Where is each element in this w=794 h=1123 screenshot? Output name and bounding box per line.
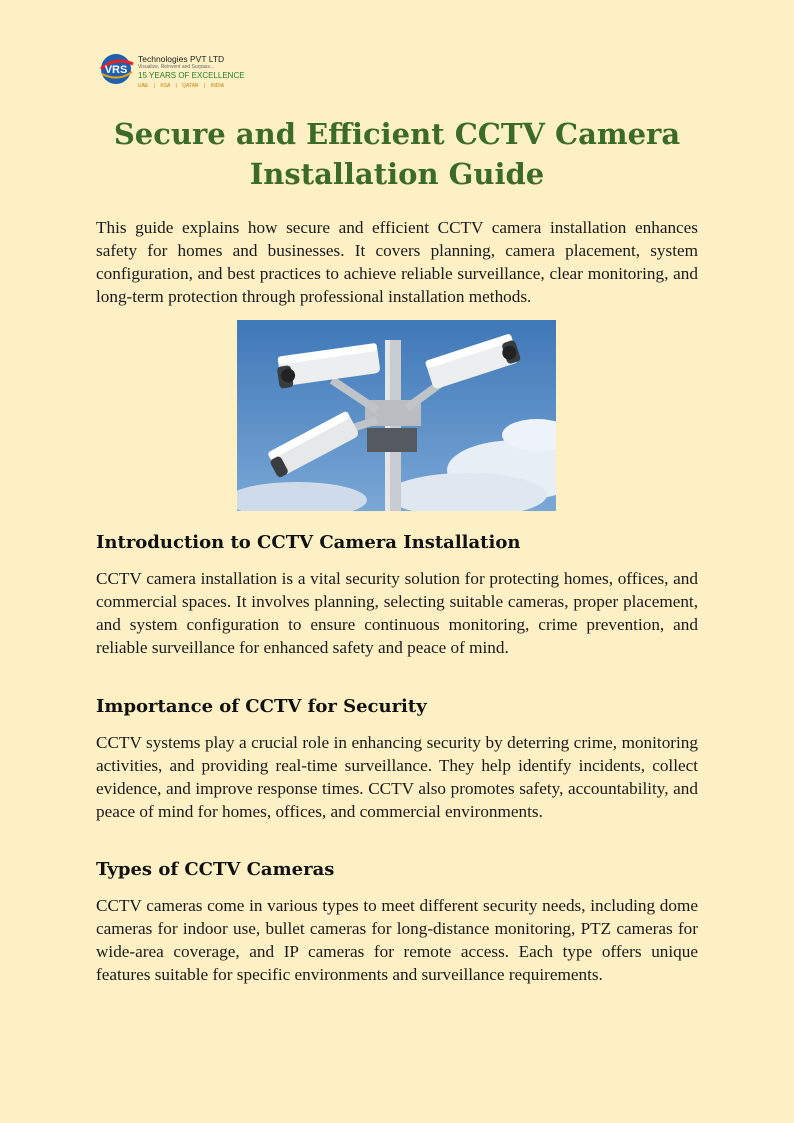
company-logo	[98, 50, 248, 94]
section-heading-introduction: Introduction to CCTV Camera Installation	[96, 532, 521, 553]
page-title: Secure and Efficient CCTV Camera Installation Guide	[113, 117, 681, 191]
cctv-cameras-photo	[237, 320, 556, 511]
section-heading-types: Types of CCTV Cameras	[96, 859, 335, 880]
logo-regions: UAE | KSA | QATAR | INDIA	[138, 83, 225, 89]
section-heading-importance: Importance of CCTV for Security	[96, 696, 427, 717]
section-body-types: CCTV cameras come in various types to meet different security needs, including dome cameras for indoor use, bullet cameras for long-distance monitoring, PTZ cameras for wide-area coverage, and IP cameras for remote access. Each type offers unique features suitable for specific environments and surveillance requirements.	[96, 896, 698, 984]
section-body-importance: CCTV systems play a crucial role in enhancing security by deterring crime, monitoring activities, and providing real-time surveillance. They help identify incidents, collect evidence, and improve response times. CCTV also promotes safety, accountability, and peace of mind for homes, offices, and commercial environments.	[96, 733, 698, 821]
intro-paragraph: This guide explains how secure and efficient CCTV camera installation enhances safety for homes and businesses. It covers planning, camera placement, system configuration, and best practices to achieve reliable surveillance, clear monitoring, and long-term protection through professional installation methods.	[96, 218, 698, 306]
section-body-introduction: CCTV camera installation is a vital security solution for protecting homes, offices, and commercial spaces. It involves planning, selecting suitable cameras, proper placement, and system configuration to ensure continuous monitoring, crime prevention, and reliable surveillance for enhanced safety and peace of mind.	[96, 569, 698, 657]
logo-mark: VRS	[104, 64, 128, 76]
logo-company-name: Technologies PVT LTD	[138, 54, 225, 64]
logo-tagline: Visualize, Reinvent and Surpass...	[138, 64, 215, 70]
globe-logo-icon	[98, 52, 136, 86]
logo-years: 15 YEARS OF EXCELLENCE	[138, 71, 245, 80]
